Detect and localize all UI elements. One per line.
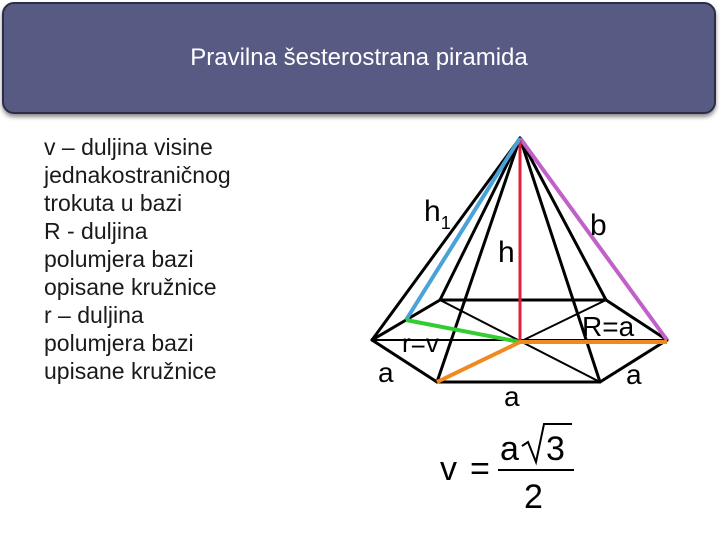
label-r-eq-v: r=v [402, 328, 439, 358]
label-a-bottom: a [504, 381, 520, 412]
description-line: v – duljina visine [44, 134, 213, 160]
label-a-left: a [378, 357, 394, 388]
formula-root-value: 3 [546, 430, 565, 468]
lateral-edge [440, 138, 520, 300]
description-line: r – duljina [44, 302, 144, 328]
apothem-h1-line [406, 138, 520, 320]
description-line: trokuta u bazi [44, 190, 183, 216]
label-R-eq-a: R=a [582, 311, 635, 342]
lateral-edge [520, 138, 600, 382]
description-line: polumjera bazi [44, 246, 194, 272]
formula-equals: = [470, 450, 490, 488]
label-a-right: a [626, 359, 642, 390]
description-line: R - duljina [44, 218, 148, 244]
slide-title: Pravilna šesterostrana piramida [190, 44, 528, 71]
label-h1: $h_1$ [424, 195, 451, 233]
label-b: b [590, 209, 607, 242]
label-h: h [498, 236, 515, 269]
description-line: jednakostraničnog [44, 162, 231, 188]
description-line: upisane kružnice [44, 358, 217, 384]
description-line: opisane kružnice [44, 274, 217, 300]
formula-numerator-a: a [500, 430, 519, 468]
formula-denominator: 2 [524, 478, 543, 516]
formula-lhs: v [440, 450, 457, 488]
description-line: polumjera bazi [44, 330, 194, 356]
